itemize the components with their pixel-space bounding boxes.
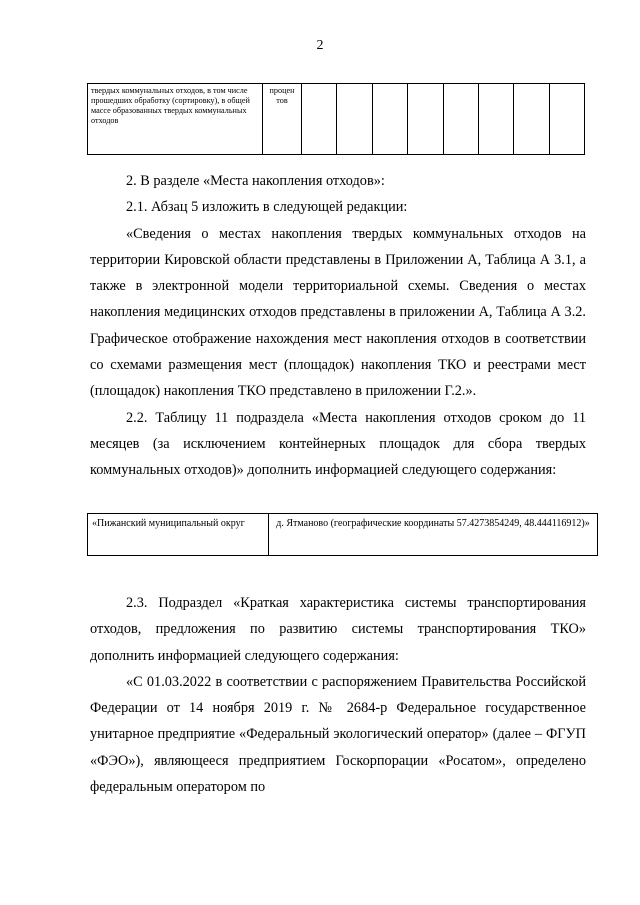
table-cell (443, 84, 478, 155)
page-number: 2 (316, 38, 324, 53)
table-cell (549, 84, 584, 155)
section-2-heading: 2. В разделе «Места накопления отходов»: (126, 173, 385, 189)
quoted-paragraph: «Сведения о местах накопления твердых коммунальных отходов на территории Кировской области представлены в Приложении А, Таблица А 3.1, а также в электронной модели территориальной схемы. Сведения о местах накопления медицинских отходов представлены в приложении А, Таблица А 3.2. Графическое отображение нахождения мест накопления отходов в соответствии со схемами размещения мест (площадок) накопления ТКО и реестрами мест (площадок) накопления ТКО представлено в приложении Г.2.». (90, 225, 586, 400)
indicator-description: твердых коммунальных отходов, в том числе прошедших обработку (сортировку), в общей массе образованных твердых коммунальных отходов (88, 84, 263, 155)
table-cell (478, 84, 513, 155)
table-cell (372, 84, 407, 155)
table-cell (337, 84, 372, 155)
location-cell: д. Ятманово (географические координаты 57.4273854249, 48.444116912)» (269, 514, 598, 556)
table-row (88, 84, 585, 155)
table-cell (408, 84, 443, 155)
quoted-paragraph-feo: «С 01.03.2022 в соответствии с распоряжением Правительства Российской Федерации от 14 ноября 2019 г. № 2684-р Федеральное государственное унитарное предприятие «Федеральный экологический оператор» (далее – ФГУП «ФЭО»), являющееся предприятием Госкорпорации «Росатом», определено федеральным оператором по (90, 673, 586, 796)
district-cell: «Пижанский муниципальный округ (88, 514, 269, 556)
table-row (88, 514, 598, 556)
indicator-table (87, 83, 585, 155)
section-2-text (90, 168, 586, 484)
table-cell (514, 84, 549, 155)
paragraph-2-2: 2.2. Таблицу 11 подраздела «Места накопления отходов сроком до 11 месяцев (за исключением контейнерных площадок для сбора твердых коммунальных отходов)» дополнить информацией следующего содержания: (90, 409, 586, 479)
paragraph-2-3: 2.3. Подраздел «Краткая характеристика системы транспортирования отходов, предложения по развитию системы транспортирования ТКО» дополнить информацией следующего содержания: (90, 595, 586, 664)
accumulation-sites-table (87, 513, 598, 556)
paragraph-2-1: 2.1. Абзац 5 изложить в следующей редакции: (126, 199, 408, 216)
table-cell (302, 84, 337, 155)
section-2-3-text (90, 590, 586, 800)
indicator-unit: процен тов (263, 84, 302, 155)
